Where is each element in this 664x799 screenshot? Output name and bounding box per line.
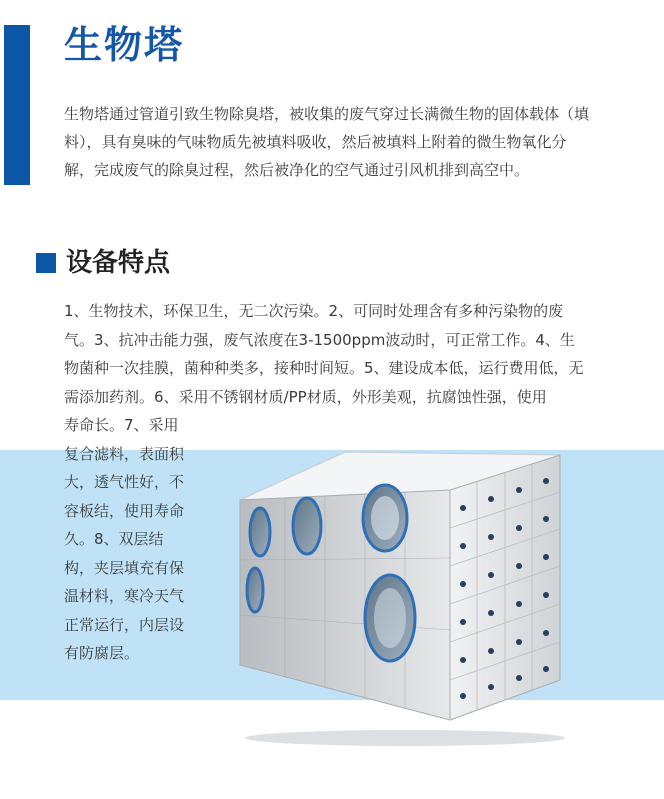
- section-title: 设备特点: [66, 248, 171, 278]
- biotower-product-image: [225, 440, 570, 750]
- features-paragraph: 1、生物技术，环保卫生，无二次污染。2、可同时处理含有多种污染物的废气。3、抗冲击能力强，废气浓度在3-1500ppm波动时，可正常工作。4、生物菌种一次挂膜，菌种种类多，接种时间短。5、建设成本低，运行费用低，无需添加药剂。6、采用不锈钢材质/PP材质，外形美观，抗腐蚀性强，使用: [64, 302, 584, 406]
- features-paragraph-continued: 寿命长。7、采用复合滤料，表面积大，透气性好，不容板结，使用寿命久。8、双层结构，夹层填充有保温材料，寒冷天气正常运行，内层设有防腐层。: [64, 416, 185, 662]
- page-title: 生物塔: [64, 23, 185, 67]
- intro-paragraph: 生物塔通过管道引致生物除臭塔，被收集的废气穿过长满微生物的固体载体（填料），具有臭味的气味物质先被填料吸收，然后被填料上附着的微生物氧化分解，完成废气的除臭过程，然后被净化的空气通过引风机排到高空中。: [64, 105, 590, 179]
- left-accent-bar: [4, 25, 30, 185]
- section-square-icon: [36, 253, 56, 273]
